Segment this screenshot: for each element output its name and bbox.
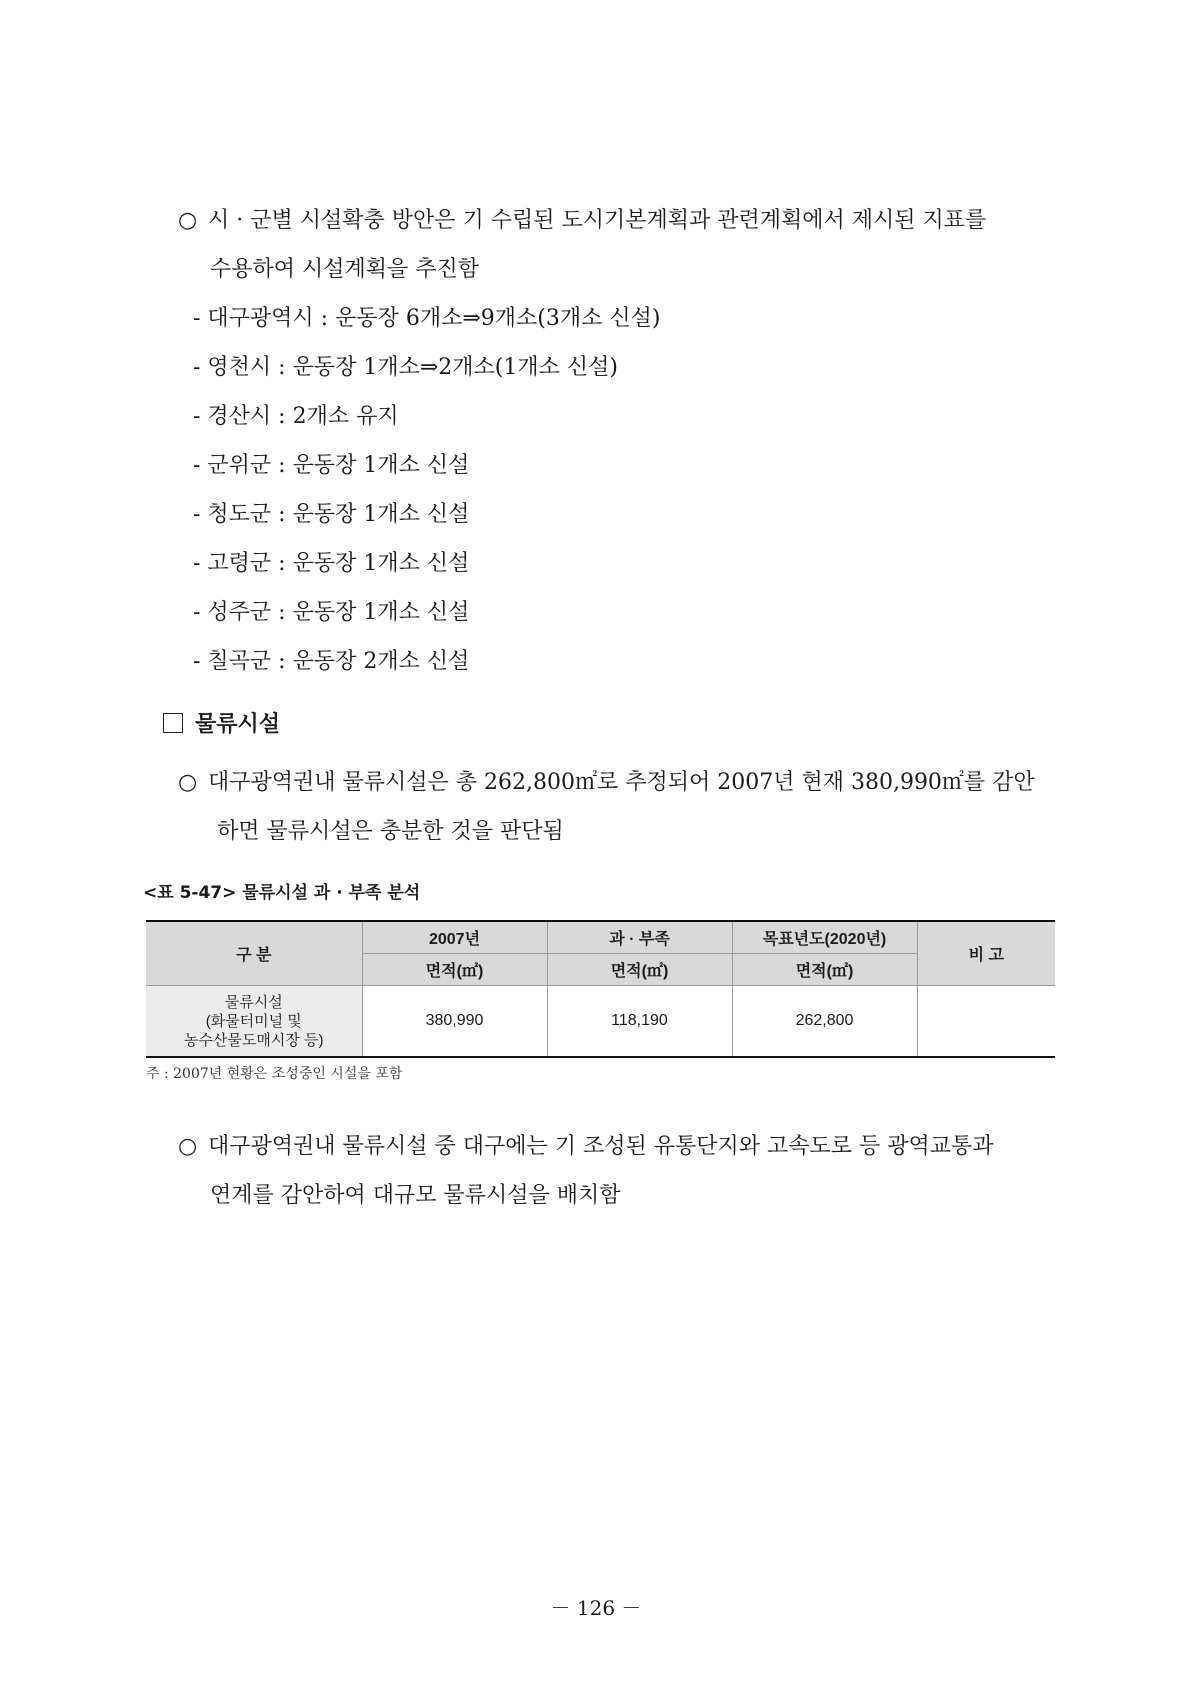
list-item: - 경산시 : 2개소 유지: [193, 404, 399, 429]
data-table: [146, 920, 1055, 1058]
section-heading: [163, 710, 280, 740]
header-remarks: 비 고: [917, 921, 1055, 986]
row-label: [146, 986, 362, 1058]
cell-target: 262,800: [732, 986, 917, 1058]
cell-2007: 380,990: [362, 986, 547, 1058]
paragraph-2-line-1: [178, 768, 1035, 798]
row-label-line: 물류시설: [224, 993, 283, 1011]
header-surplus-deficit: 과 · 부족: [547, 921, 732, 954]
paragraph-1-line-1: [178, 206, 986, 236]
paragraph-text: 대구광역권내 물류시설은 총 262,800㎡로 추정되어 2007년 현재 380,990㎡를 감안: [208, 770, 1035, 795]
list-item: - 영천시 : 운동장 1개소⇒2개소(1개소 신설): [193, 355, 618, 380]
list-item: - 청도군 : 운동장 1개소 신설: [193, 502, 470, 527]
section-title: 물류시설: [195, 712, 281, 737]
paragraph-3-line-2: 연계를 감안하여 대규모 물류시설을 배치함: [210, 1183, 621, 1208]
header-target-year: 목표년도(2020년): [732, 921, 917, 954]
subheader-area: 면적(㎡): [362, 954, 547, 986]
list-item: - 대구광역시 : 운동장 6개소⇒9개소(3개소 신설): [193, 306, 661, 331]
paragraph-2-line-2: 하면 물류시설은 충분한 것을 판단됨: [217, 819, 564, 844]
page-number: － 126 －: [550, 1596, 642, 1620]
subheader-area: 면적(㎡): [547, 954, 732, 986]
paragraph-text: 시 · 군별 시설확충 방안은 기 수립된 도시기본계획과 관련계획에서 제시된 지표를: [208, 208, 987, 233]
bullet-circle: ○: [178, 208, 198, 233]
row-label-line: (화물터미널 및: [205, 1012, 302, 1030]
list-item: - 고령군 : 운동장 1개소 신설: [193, 551, 470, 576]
bullet-circle: ○: [178, 770, 198, 795]
subheader-area: 면적(㎡): [732, 954, 917, 986]
table-footnote: 주 : 2007년 현황은 조성중인 시설을 포함: [146, 1066, 403, 1082]
list-item: - 칠곡군 : 운동장 2개소 신설: [193, 649, 470, 674]
cell-remarks: [917, 986, 1055, 1058]
table-row: [146, 986, 1055, 1058]
table-caption: <표 5-47> 물류시설 과 · 부족 분석: [143, 883, 421, 903]
bullet-circle: ○: [178, 1134, 198, 1159]
header-2007: 2007년: [362, 921, 547, 954]
header-category: 구 분: [146, 921, 362, 986]
row-label-line: 농수산물도매시장 등): [183, 1031, 324, 1049]
list-item: - 군위군 : 운동장 1개소 신설: [193, 453, 470, 478]
checkbox-square-icon: [163, 713, 183, 733]
paragraph-text: 대구광역권내 물류시설 중 대구에는 기 조성된 유통단지와 고속도로 등 광역교통과: [208, 1134, 994, 1159]
paragraph-3-line-1: [178, 1132, 994, 1162]
list-item: - 성주군 : 운동장 1개소 신설: [193, 600, 470, 625]
cell-surplus-deficit: 118,190: [547, 986, 732, 1058]
paragraph-1-line-2: 수용하여 시설계획을 추진함: [210, 257, 480, 282]
